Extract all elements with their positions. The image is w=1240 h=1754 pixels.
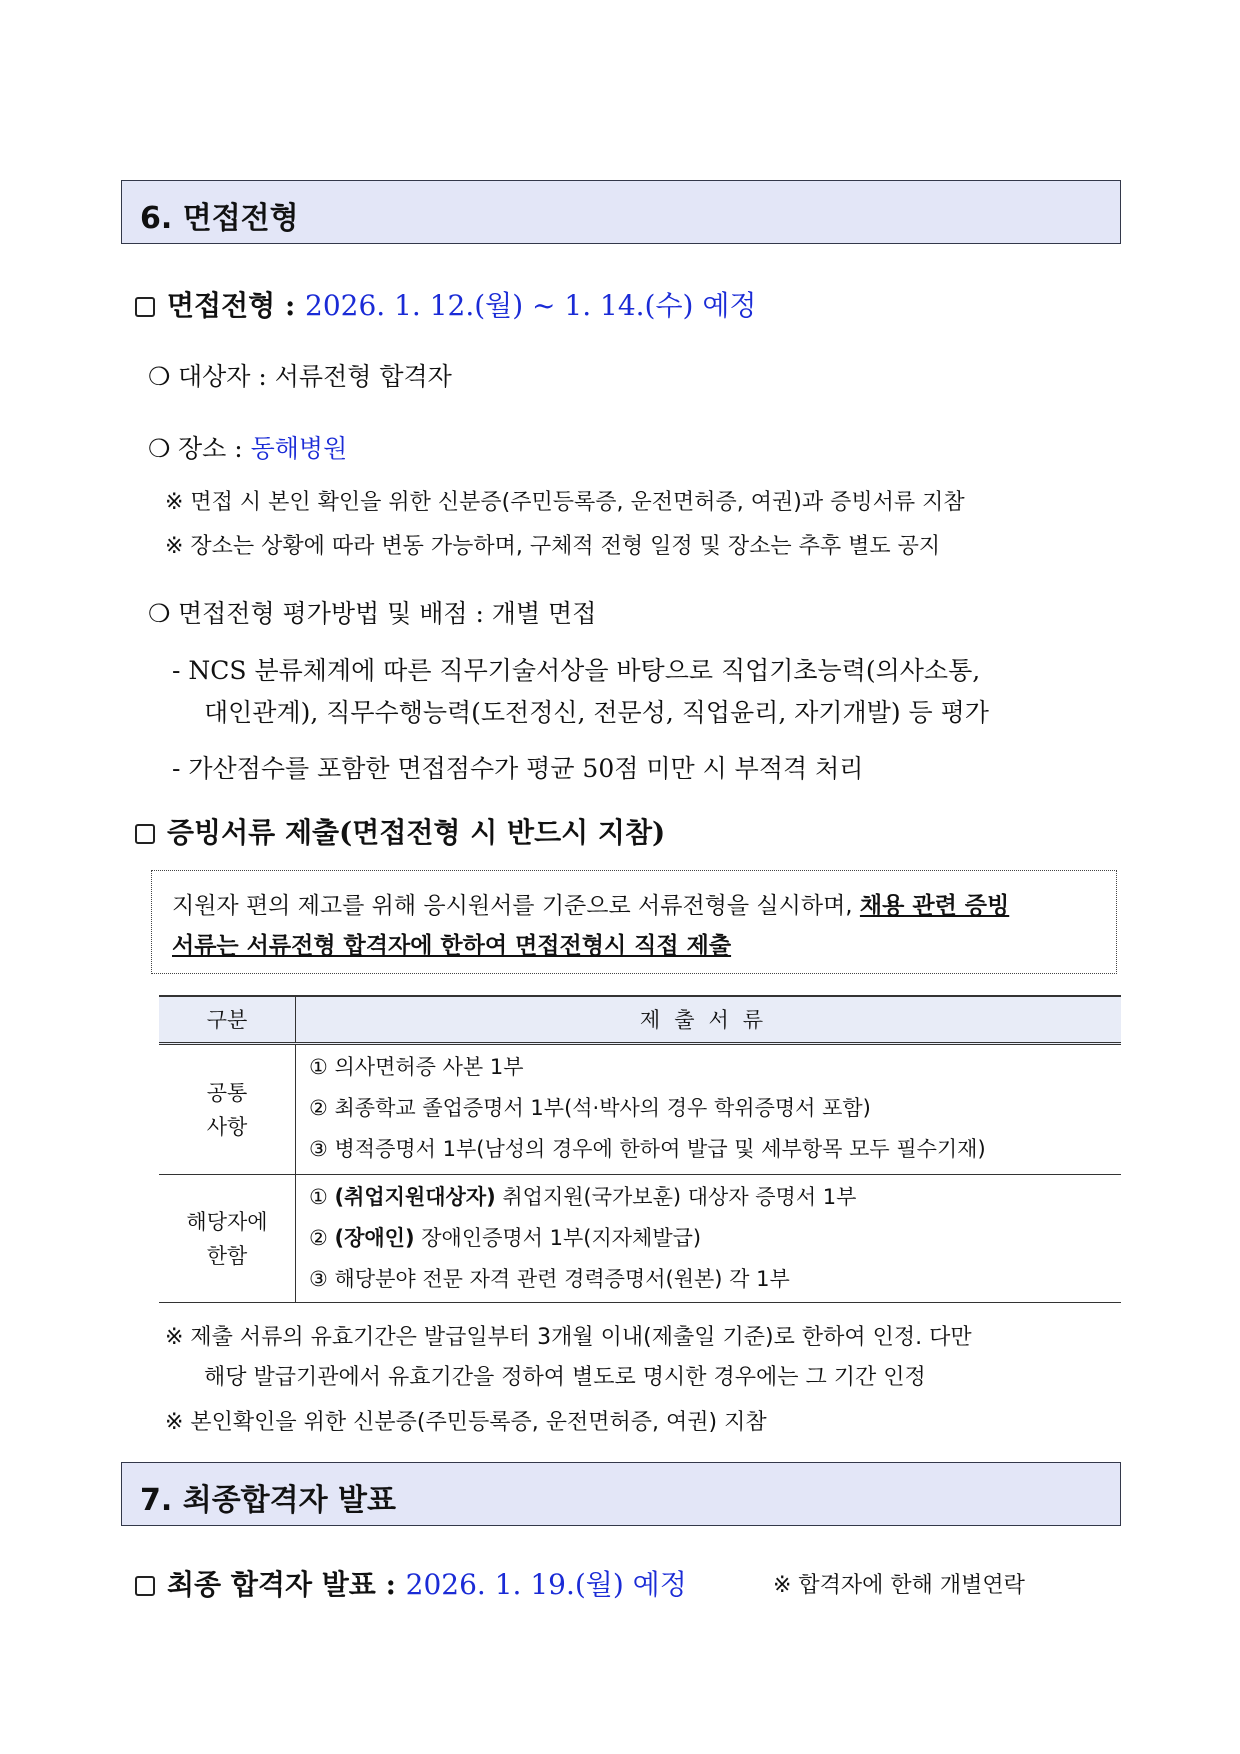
interview-schedule-line: [135, 284, 756, 324]
notice-line-2: [172, 927, 731, 960]
specific-item-1: ① (취업지원대상자) 취업지원(국가보훈) 대상자 증명서 1부: [309, 1185, 857, 1209]
circle-bullet-icon: ❍: [148, 434, 171, 463]
documents-notice-box: [151, 870, 1117, 974]
documents-note-1b: 해당 발급기관에서 유효기간을 정하여 별도로 명시한 경우에는 그 기간 인정: [204, 1365, 926, 1390]
notice-underlined-1: 채용 관련 증빙: [859, 893, 1010, 919]
place-line: [148, 429, 347, 465]
common-item-3: ③ 병적증명서 1부(남성의 경우에 한하여 발급 및 세부항목 모두 필수기재): [309, 1137, 986, 1161]
header-documents: 제출서류: [639, 1008, 778, 1032]
documents-note-2: ※ 본인확인을 위한 신분증(주민등록증, 운전면허증, 여권) 지참: [165, 1410, 767, 1435]
method-detail-1b: 대인관계), 직무수행능력(도전정신, 전문성, 직업윤리, 자기개발) 등 평가: [204, 698, 989, 727]
table-row-specific: [159, 1175, 1121, 1303]
common-label-2: 사항: [206, 1114, 248, 1139]
specific-label-2: 한함: [206, 1243, 248, 1268]
notice-line-1: [172, 887, 1009, 920]
circle-bullet-icon: ❍: [148, 599, 171, 628]
square-bullet-icon: [135, 824, 155, 844]
method-text: 면접전형 평가방법 및 배점 : 개별 면접: [178, 599, 597, 628]
interview-date: 2026. 1. 12.(월) ~ 1. 14.(수) 예정: [305, 289, 757, 322]
common-item-2: ② 최종학교 졸업증명서 1부(석·박사의 경우 학위증명서 포함): [309, 1096, 871, 1120]
specific-item-2: ② (장애인) 장애인증명서 1부(지자체발급): [309, 1226, 702, 1250]
place-value: 동해병원: [250, 434, 348, 463]
table-row-common: [159, 1045, 1121, 1175]
interview-note-2: ※ 장소는 상황에 따라 변동 가능하며, 구체적 전형 일정 및 장소는 추후 별도 공지: [165, 534, 941, 559]
documents-heading: 증빙서류 제출(면접전형 시 반드시 지참): [167, 816, 666, 849]
method-line: [148, 594, 596, 630]
specific-item-3: ③ 해당분야 전문 자격 관련 경력증명서(원본) 각 1부: [309, 1267, 790, 1291]
final-announcement-line: [135, 1563, 687, 1603]
row-label-common: [159, 1045, 296, 1174]
final-note: ※ 합격자에 한해 개별연락: [773, 1573, 1025, 1598]
notice-underlined-2: 서류는 서류전형 합격자에 한하여 면접전형시 직접 제출: [172, 933, 732, 959]
notice-plain-text: 지원자 편의 제고를 위해 응시원서를 기준으로 서류전형을 실시하며,: [172, 893, 860, 919]
final-label: 최종 합격자 발표 :: [167, 1568, 406, 1601]
target-line: [148, 357, 452, 393]
final-date: 2026. 1. 19.(월) 예정: [405, 1568, 687, 1601]
method-detail-1a: - NCS 분류체계에 따른 직무기술서상을 바탕으로 직업기초능력(의사소통,: [172, 656, 981, 685]
circle-bullet-icon: ❍: [148, 362, 171, 391]
row-label-specific: [159, 1175, 296, 1302]
interview-note-1: ※ 면접 시 본인 확인을 위한 신분증(주민등록증, 운전면허증, 여권)과 증빙서류 지참: [165, 490, 965, 515]
section-6-header: [121, 180, 1121, 244]
table-header-row: [159, 995, 1121, 1045]
section-7-header: [121, 1462, 1121, 1526]
common-label-1: 공통: [206, 1080, 248, 1105]
method-detail-2: - 가산점수를 포함한 면접점수가 평균 50점 미만 시 부적격 처리: [172, 754, 864, 783]
section-6-title: 6. 면접전형: [140, 201, 299, 236]
documents-note-1a: ※ 제출 서류의 유효기간은 발급일부터 3개월 이내(제출일 기준)로 한하여 인정. 다만: [165, 1325, 972, 1350]
interview-label: 면접전형 :: [167, 289, 306, 322]
header-category: 구분: [159, 997, 296, 1042]
square-bullet-icon: [135, 1576, 155, 1596]
common-item-1: ① 의사면허증 사본 1부: [309, 1055, 524, 1079]
square-bullet-icon: [135, 297, 155, 317]
specific-label-1: 해당자에: [186, 1209, 268, 1234]
documents-heading-line: [135, 811, 665, 851]
section-7-title: 7. 최종합격자 발표: [140, 1483, 397, 1518]
target-text: 대상자 : 서류전형 합격자: [178, 362, 452, 391]
place-label: 장소 :: [178, 434, 251, 463]
